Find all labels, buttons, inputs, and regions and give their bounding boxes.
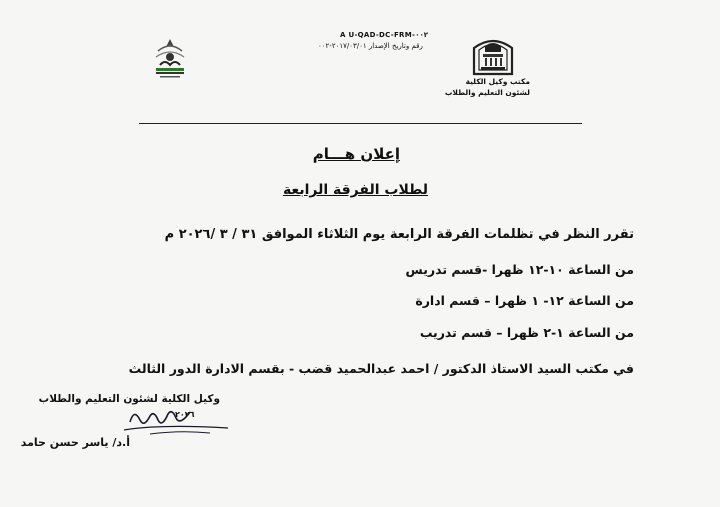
signatory-name: أ.د/ ياسر حسن حامد (20, 436, 130, 449)
location-line: في مكتب السيد الاستاذ الدكتور / احمد عبدالحميد قضب - بقسم الادارة الدور الثالث (128, 361, 634, 376)
issue-date-line: رقم وتاريخ الإصدار ٢٠١٧/٠٣/٠١-٠٠٢ (318, 42, 423, 50)
faculty-logo-icon (150, 35, 190, 81)
form-code: A U-QAD-DC-FRM-٠٠٢ (340, 31, 429, 39)
schedule-item-teaching: من الساعة ١٠-١٢ ظهرا -قسم تدريس (405, 262, 634, 277)
signatory-title: وكيل الكلية لشئون التعليم والطلاب (38, 393, 220, 405)
schedule-item-training: من الساعة ١-٢ ظهرا – قسم تدريب (419, 325, 634, 340)
office-name-line2: لشئون التعليم والطلاب (444, 88, 530, 97)
university-logo-icon (470, 34, 516, 76)
signature-date: ٢٠٢٦ (175, 410, 195, 419)
office-name-line1: مكتب وكيل الكلية (465, 77, 530, 86)
header-divider (139, 123, 582, 124)
announcement-subtitle: لطلاب الفرقة الرابعة (282, 182, 428, 198)
announcement-title: إعلان هـــام (312, 145, 400, 163)
announcement-intro: تقرر النظر في تظلمات الفرقة الرابعة يوم الثلاثاء الموافق ٣١ / ٣ /٢٠٢٦ م (164, 227, 634, 242)
schedule-item-administration: من الساعة ١٢- ١ ظهرا – قسم ادارة (415, 293, 634, 308)
